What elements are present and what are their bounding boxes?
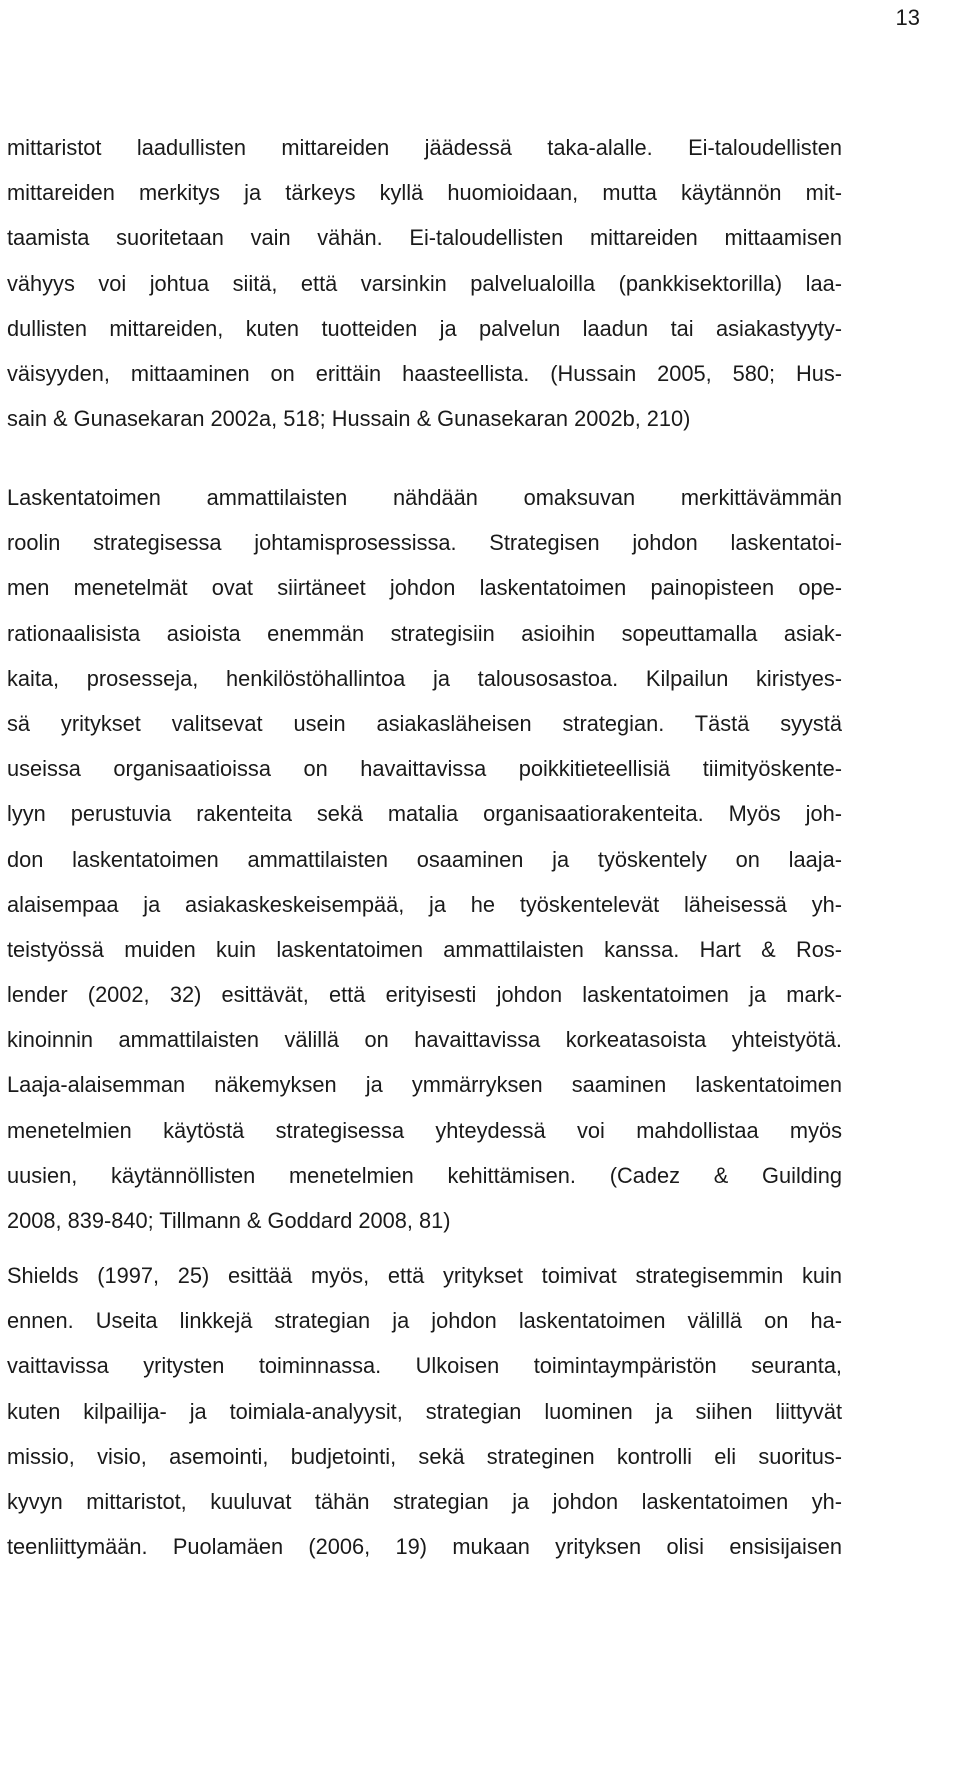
text-line: teistyössä muiden kuin laskentatoimen ammattilaisten kanssa. Hart & Ros- [7, 936, 842, 962]
text-line: kaita, prosesseja, henkilöstöhallintoa ja talousosastoa. Kilpailun kiristyes- [7, 665, 842, 691]
page-number: 13 [895, 5, 920, 30]
text-line: väisyyden, mittaaminen on erittäin haasteellista. (Hussain 2005, 580; Hus- [7, 360, 842, 386]
text-line: menetelmien käytöstä strategisessa yhteydessä voi mahdollistaa myös [7, 1117, 842, 1143]
text-line: sain & Gunasekaran 2002a, 518; Hussain & Gunasekaran 2002b, 210) [7, 406, 691, 432]
text-line: rationaalisista asioista enemmän strategisiin asioihin sopeuttamalla asiak- [7, 620, 842, 646]
text-line: dullisten mittareiden, kuten tuotteiden ja palvelun laadun tai asiakastyyty- [7, 315, 842, 341]
text-line: alaisempaa ja asiakaskeskeisempää, ja he työskentelevät läheisessä yh- [7, 891, 842, 917]
text-line: taamista suoritetaan vain vähän. Ei-taloudellisten mittareiden mittaamisen [7, 225, 842, 251]
text-line: 2008, 839-840; Tillmann & Goddard 2008, 81) [7, 1208, 451, 1233]
text-line: don laskentatoimen ammattilaisten osaaminen ja työskentely on laaja- [7, 846, 842, 872]
text-line: kuten kilpailija- ja toimiala-analyysit, strategian luominen ja siihen liittyvät [7, 1398, 842, 1424]
text-line: mittareiden merkitys ja tärkeys kyllä huomioidaan, mutta käytännön mit- [7, 180, 842, 206]
text-line: teenliittymään. Puolamäen (2006, 19) mukaan yrityksen olisi ensisijaisen [7, 1534, 842, 1560]
text-line: lender (2002, 32) esittävät, että erityisesti johdon laskentatoimen ja mark- [7, 982, 842, 1008]
text-line: missio, visio, asemointi, budjetointi, sekä strateginen kontrolli eli suoritus- [7, 1443, 842, 1469]
text-line: sä yritykset valitsevat usein asiakasläheisen strategian. Tästä syystä [7, 710, 842, 736]
text-line: mittaristot laadullisten mittareiden jäädessä taka-alalle. Ei-taloudellisten [7, 135, 842, 160]
text-line: useissa organisaatioissa on havaittavissa poikkitieteellisiä tiimityöskente- [7, 756, 842, 782]
text-line: roolin strategisessa johtamisprosessissa. Strategisen johdon laskentatoi- [7, 530, 842, 556]
text-line: Shields (1997, 25) esittää myös, että yritykset toimivat strategisemmin kuin [7, 1263, 842, 1288]
text-line: vähyys voi johtua siitä, että varsinkin palvelualoilla (pankkisektorilla) laa- [7, 270, 842, 296]
text-line: kinoinnin ammattilaisten välillä on havaittavissa korkeatasoista yhteistyötä. [7, 1027, 842, 1053]
text-line: lyyn perustuvia rakenteita sekä matalia organisaatiorakenteita. Myös joh- [7, 801, 842, 827]
text-line: uusien, käytännöllisten menetelmien kehittämisen. (Cadez & Guilding [7, 1162, 842, 1188]
text-line: men menetelmät ovat siirtäneet johdon laskentatoimen painopisteen ope- [7, 575, 842, 601]
text-line: Laskentatoimen ammattilaisten nähdään omaksuvan merkittävämmän [7, 485, 842, 510]
paragraph-2 [7, 475, 842, 1243]
paragraph-3 [7, 1253, 842, 1569]
text-line: ennen. Useita linkkejä strategian ja johdon laskentatoimen välillä on ha- [7, 1308, 842, 1334]
paragraph-1 [7, 125, 842, 441]
text-line: Laaja-alaisemman näkemyksen ja ymmärryksen saaminen laskentatoimen [7, 1072, 842, 1098]
text-line: kyvyn mittaristot, kuuluvat tähän strategian ja johdon laskentatoimen yh- [7, 1488, 842, 1514]
text-line: vaittavissa yritysten toiminnassa. Ulkoisen toimintaympäristön seuranta, [7, 1353, 842, 1379]
